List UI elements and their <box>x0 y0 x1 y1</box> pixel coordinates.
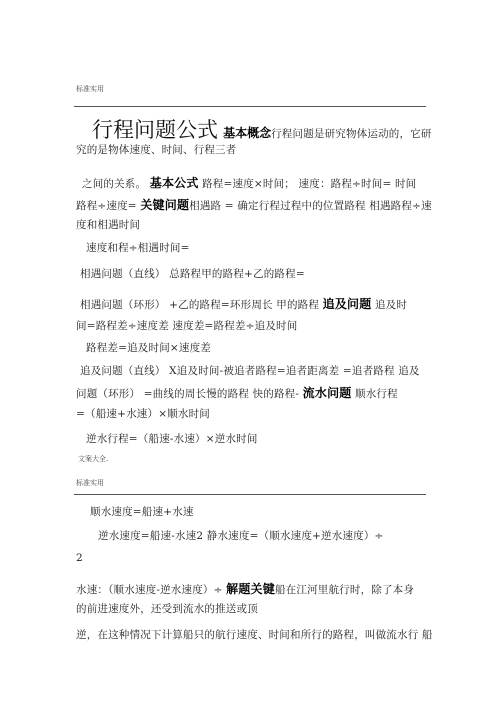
page-footer: 文案大全. <box>78 455 109 463</box>
text: 路程=速度×时间； 速度：路程÷时间= 时间 <box>202 178 417 190</box>
text: 问题（环形） =曲线的周长慢的路程 快的路程- <box>76 388 300 400</box>
text-line: 追及问题（直线） X追及时间-被追者路程=追者距离差 =追者路程 追及 <box>80 365 420 377</box>
keyword-chase-problem: 追及问题 <box>322 297 372 311</box>
text: 相遇路 = 确定行程过程中的位置路程 相遇路程÷速 <box>189 200 432 212</box>
text-line: 相遇问题（直线） 总路程甲的路程+乙的路程= <box>80 268 305 280</box>
document-title: 行程问题公式 <box>92 118 218 142</box>
text-line <box>80 295 407 312</box>
text-line: 的前进速度外，还受到流水的推送或顶 <box>76 603 258 615</box>
text-line: 2 <box>76 552 83 564</box>
text-line <box>76 196 432 213</box>
text-line <box>76 580 414 597</box>
text: 之间的关系。 <box>82 178 147 190</box>
text: 追及时 <box>374 299 408 311</box>
text: 水速：（顺水速度-逆水速度）÷ <box>76 584 223 596</box>
text-line: 路程差=追及时间×速度差 <box>86 342 211 354</box>
text-line: 间=路程差÷速度差 速度差=路程差÷追及时间 <box>76 320 298 332</box>
header-rule <box>74 494 426 495</box>
header-rule <box>74 106 426 107</box>
text-line: 速度和程÷相遇时间= <box>86 242 190 254</box>
keyword-basic-concept: 基本概念 <box>223 126 272 140</box>
text-line: =（船速+水速）×顺水时间 <box>76 408 210 420</box>
text-line: 逆水行程=（船速-水速）×逆水时间 <box>86 433 258 445</box>
page-header: 标准实用 <box>76 85 104 93</box>
text: 路程÷速度= <box>76 200 137 212</box>
keyword-basic-formula: 基本公式 <box>149 176 199 190</box>
text: 相遇问题（环形） +乙的路程=环形周长 甲的路程 <box>80 299 320 311</box>
text: 顺水行程 <box>355 388 398 400</box>
keyword-key-problem: 关键问题 <box>140 198 190 212</box>
keyword-stream-problem: 流水问题 <box>302 386 352 400</box>
text-line: 究的是物体速度、时间、行程三者 <box>76 144 237 156</box>
text: 行程问题是研究物体运动的，它研 <box>271 128 432 140</box>
text-line: 逆，在这种情况下计算船只的航行速度、时间和所行的路程，叫做流水行 船 <box>76 629 433 641</box>
title-line <box>92 114 432 144</box>
text-line: 顺水速度=船速+水速 <box>90 506 194 518</box>
text-line <box>82 174 416 191</box>
text-line <box>76 384 398 401</box>
text: 船在江河里航行时，除了本身 <box>274 584 415 596</box>
text-line: 度和相遇时间 <box>76 219 141 231</box>
page-header: 标准实用 <box>76 479 104 487</box>
keyword-solving-key: 解题关键 <box>226 582 275 596</box>
text-line: 逆水速度=船速-水速2 静水速度=（顺水速度+逆水速度）÷ <box>98 530 384 542</box>
